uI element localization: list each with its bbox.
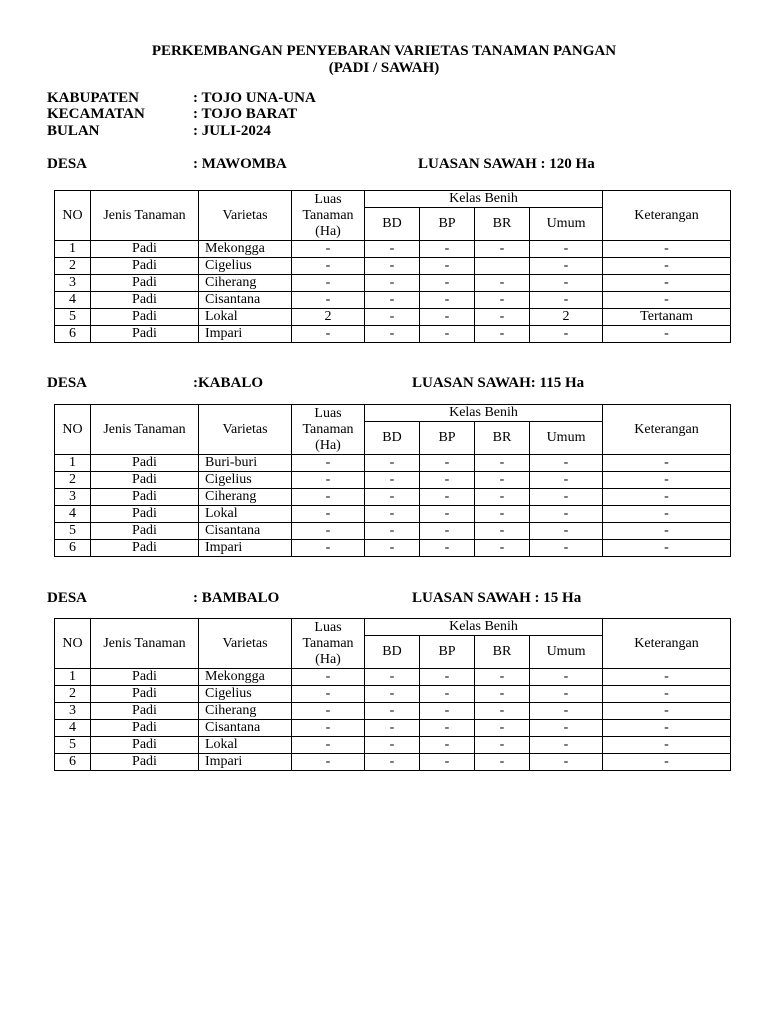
cell-umum: -: [530, 455, 603, 472]
cell-br: -: [475, 737, 530, 754]
cell-bd: -: [365, 309, 420, 326]
cell-no: 3: [55, 703, 91, 720]
cell-varietas: Impari: [199, 754, 292, 771]
cell-jenis: Padi: [91, 523, 199, 540]
cell-ket: -: [603, 241, 731, 258]
cell-luas: -: [292, 540, 365, 557]
cell-ket: -: [603, 258, 731, 275]
cell-bd: -: [365, 720, 420, 737]
cell-luas: -: [292, 686, 365, 703]
col-header-no: NO: [55, 191, 91, 241]
col-header-luas-line: (Ha): [315, 223, 341, 239]
luasan-sawah: LUASAN SAWAH : 15 Ha: [412, 590, 582, 606]
cell-no: 4: [55, 292, 91, 309]
table-row: [55, 523, 731, 540]
cell-bd: -: [365, 540, 420, 557]
luasan-sawah: LUASAN SAWAH: 115 Ha: [412, 375, 585, 391]
cell-bp: -: [420, 489, 475, 506]
kecamatan-label: KECAMATAN: [47, 106, 145, 122]
table-row: [55, 258, 731, 275]
cell-bp: -: [420, 540, 475, 557]
cell-no: 3: [55, 275, 91, 292]
cell-ket: -: [603, 292, 731, 309]
col-header-varietas: Varietas: [199, 619, 292, 669]
cell-varietas: Ciherang: [199, 703, 292, 720]
cell-jenis: Padi: [91, 686, 199, 703]
cell-no: 5: [55, 523, 91, 540]
col-header-keterangan: Keterangan: [603, 191, 731, 241]
cell-ket: -: [603, 669, 731, 686]
cell-umum: -: [530, 326, 603, 343]
cell-no: 1: [55, 669, 91, 686]
col-header-luas: [292, 191, 365, 241]
cell-luas: -: [292, 455, 365, 472]
cell-bd: -: [365, 241, 420, 258]
cell-bp: -: [420, 669, 475, 686]
cell-br: -: [475, 754, 530, 771]
col-header-br: BR: [475, 422, 530, 455]
cell-varietas: Cisantana: [199, 720, 292, 737]
col-header-no: NO: [55, 619, 91, 669]
col-header-jenis: Jenis Tanaman: [91, 191, 199, 241]
cell-bp: -: [420, 309, 475, 326]
cell-varietas: Mekongga: [199, 241, 292, 258]
col-header-no: NO: [55, 405, 91, 455]
cell-luas: -: [292, 506, 365, 523]
cell-ket: Tertanam: [603, 309, 731, 326]
cell-ket: -: [603, 540, 731, 557]
cell-br: -: [475, 455, 530, 472]
cell-ket: -: [603, 703, 731, 720]
cell-ket: -: [603, 455, 731, 472]
cell-bp: -: [420, 686, 475, 703]
table-row: [55, 540, 731, 557]
cell-varietas: Cigelius: [199, 686, 292, 703]
cell-varietas: Impari: [199, 326, 292, 343]
table-row: [55, 455, 731, 472]
cell-br: -: [475, 309, 530, 326]
cell-br: -: [475, 720, 530, 737]
bulan-label: BULAN: [47, 123, 100, 139]
cell-umum: -: [530, 703, 603, 720]
table-row: [55, 292, 731, 309]
cell-jenis: Padi: [91, 258, 199, 275]
col-header-umum: Umum: [530, 636, 603, 669]
col-header-luas: [292, 619, 365, 669]
cell-bp: -: [420, 506, 475, 523]
cell-umum: -: [530, 292, 603, 309]
table-row: [55, 489, 731, 506]
cell-jenis: Padi: [91, 540, 199, 557]
varietas-table: [54, 190, 731, 343]
cell-bd: -: [365, 754, 420, 771]
col-header-luas-line: (Ha): [315, 437, 341, 453]
table-row: [55, 275, 731, 292]
cell-jenis: Padi: [91, 455, 199, 472]
col-header-br: BR: [475, 208, 530, 241]
cell-bd: -: [365, 455, 420, 472]
cell-ket: -: [603, 720, 731, 737]
cell-varietas: Lokal: [199, 737, 292, 754]
col-header-luas: [292, 405, 365, 455]
cell-bd: -: [365, 326, 420, 343]
col-header-br: BR: [475, 636, 530, 669]
cell-bp: -: [420, 720, 475, 737]
cell-umum: -: [530, 540, 603, 557]
cell-bd: -: [365, 489, 420, 506]
cell-jenis: Padi: [91, 703, 199, 720]
cell-bp: -: [420, 275, 475, 292]
cell-no: 4: [55, 506, 91, 523]
cell-jenis: Padi: [91, 309, 199, 326]
cell-bd: -: [365, 523, 420, 540]
cell-br: -: [475, 275, 530, 292]
cell-bd: -: [365, 292, 420, 309]
desa-name: :KABALO: [193, 375, 264, 391]
cell-jenis: Padi: [91, 720, 199, 737]
cell-bd: -: [365, 472, 420, 489]
cell-no: 1: [55, 455, 91, 472]
cell-varietas: Cisantana: [199, 523, 292, 540]
col-header-luas-line: Luas: [314, 191, 342, 207]
desa-label: DESA: [47, 156, 88, 172]
document-subtitle: (PADI / SAWAH): [328, 60, 440, 76]
cell-umum: -: [530, 258, 603, 275]
cell-umum: -: [530, 754, 603, 771]
cell-luas: -: [292, 523, 365, 540]
cell-jenis: Padi: [91, 241, 199, 258]
table-row: [55, 669, 731, 686]
table-row: [55, 686, 731, 703]
col-header-bd: BD: [365, 208, 420, 241]
cell-umum: -: [530, 241, 603, 258]
cell-umum: -: [530, 720, 603, 737]
cell-luas: -: [292, 275, 365, 292]
table-row: [55, 326, 731, 343]
col-header-umum: Umum: [530, 208, 603, 241]
cell-ket: -: [603, 754, 731, 771]
cell-varietas: Lokal: [199, 506, 292, 523]
table-row: [55, 754, 731, 771]
cell-luas: -: [292, 737, 365, 754]
table-row: [55, 472, 731, 489]
cell-varietas: Mekongga: [199, 669, 292, 686]
col-header-bp: BP: [420, 208, 475, 241]
cell-no: 1: [55, 241, 91, 258]
col-header-varietas: Varietas: [199, 405, 292, 455]
cell-jenis: Padi: [91, 489, 199, 506]
col-header-luas-line: Tanaman: [302, 635, 354, 651]
cell-ket: -: [603, 686, 731, 703]
cell-umum: -: [530, 686, 603, 703]
cell-umum: -: [530, 669, 603, 686]
cell-bd: -: [365, 506, 420, 523]
cell-br: -: [475, 669, 530, 686]
kecamatan-value: : TOJO BARAT: [193, 106, 298, 122]
cell-luas: -: [292, 292, 365, 309]
cell-bp: -: [420, 455, 475, 472]
cell-luas: -: [292, 241, 365, 258]
cell-bp: -: [420, 472, 475, 489]
col-header-umum: Umum: [530, 422, 603, 455]
cell-jenis: Padi: [91, 472, 199, 489]
col-header-kelas-benih: Kelas Benih: [365, 191, 603, 208]
cell-jenis: Padi: [91, 737, 199, 754]
cell-umum: -: [530, 737, 603, 754]
cell-no: 2: [55, 472, 91, 489]
col-header-kelas-benih: Kelas Benih: [365, 619, 603, 636]
table-row: [55, 720, 731, 737]
desa-name: : MAWOMBA: [193, 156, 287, 172]
table-row: [55, 703, 731, 720]
cell-bd: -: [365, 275, 420, 292]
cell-luas: -: [292, 669, 365, 686]
cell-bp: -: [420, 292, 475, 309]
table-row: [55, 241, 731, 258]
cell-no: 6: [55, 326, 91, 343]
cell-jenis: Padi: [91, 275, 199, 292]
col-header-bd: BD: [365, 636, 420, 669]
cell-br: -: [475, 506, 530, 523]
luasan-sawah: LUASAN SAWAH : 120 Ha: [418, 156, 595, 172]
col-header-bd: BD: [365, 422, 420, 455]
desa-label: DESA: [47, 375, 88, 391]
cell-br: -: [475, 292, 530, 309]
col-header-jenis: Jenis Tanaman: [91, 619, 199, 669]
cell-umum: -: [530, 275, 603, 292]
cell-varietas: Cigelius: [199, 472, 292, 489]
cell-br: -: [475, 540, 530, 557]
cell-bp: -: [420, 754, 475, 771]
cell-umum: 2: [530, 309, 603, 326]
col-header-keterangan: Keterangan: [603, 619, 731, 669]
col-header-keterangan: Keterangan: [603, 405, 731, 455]
col-header-luas-line: Luas: [314, 619, 342, 635]
cell-varietas: Ciherang: [199, 489, 292, 506]
cell-luas: -: [292, 258, 365, 275]
cell-bd: -: [365, 686, 420, 703]
cell-no: 6: [55, 754, 91, 771]
cell-bd: -: [365, 669, 420, 686]
cell-bd: -: [365, 258, 420, 275]
cell-jenis: Padi: [91, 506, 199, 523]
cell-br: -: [475, 686, 530, 703]
cell-bp: -: [420, 241, 475, 258]
cell-bp: -: [420, 326, 475, 343]
cell-ket: -: [603, 737, 731, 754]
cell-no: 5: [55, 737, 91, 754]
cell-luas: -: [292, 754, 365, 771]
varietas-table: [54, 618, 731, 771]
cell-ket: -: [603, 472, 731, 489]
cell-ket: -: [603, 275, 731, 292]
col-header-luas-line: (Ha): [315, 651, 341, 667]
cell-umum: -: [530, 506, 603, 523]
cell-luas: -: [292, 703, 365, 720]
cell-no: 3: [55, 489, 91, 506]
kabupaten-value: : TOJO UNA-UNA: [193, 90, 316, 106]
cell-varietas: Lokal: [199, 309, 292, 326]
col-header-kelas-benih: Kelas Benih: [365, 405, 603, 422]
cell-bp: -: [420, 737, 475, 754]
cell-no: 4: [55, 720, 91, 737]
cell-varietas: Impari: [199, 540, 292, 557]
cell-bp: -: [420, 703, 475, 720]
kabupaten-label: KABUPATEN: [47, 90, 139, 106]
col-header-varietas: Varietas: [199, 191, 292, 241]
cell-no: 6: [55, 540, 91, 557]
col-header-luas-line: Luas: [314, 405, 342, 421]
col-header-jenis: Jenis Tanaman: [91, 405, 199, 455]
cell-luas: -: [292, 326, 365, 343]
col-header-luas-line: Tanaman: [302, 421, 354, 437]
col-header-luas-line: Tanaman: [302, 207, 354, 223]
cell-bp: -: [420, 523, 475, 540]
col-header-bp: BP: [420, 422, 475, 455]
bulan-value: : JULI-2024: [193, 123, 271, 139]
cell-umum: -: [530, 472, 603, 489]
table-row: [55, 737, 731, 754]
cell-umum: -: [530, 523, 603, 540]
cell-varietas: Buri-buri: [199, 455, 292, 472]
cell-no: 2: [55, 686, 91, 703]
desa-name: : BAMBALO: [193, 590, 280, 606]
cell-bd: -: [365, 703, 420, 720]
cell-br: -: [475, 703, 530, 720]
cell-br: [475, 258, 530, 275]
cell-jenis: Padi: [91, 326, 199, 343]
cell-luas: 2: [292, 309, 365, 326]
cell-varietas: Cigelius: [199, 258, 292, 275]
cell-luas: -: [292, 472, 365, 489]
cell-luas: -: [292, 720, 365, 737]
cell-br: -: [475, 523, 530, 540]
table-row: [55, 309, 731, 326]
cell-ket: -: [603, 506, 731, 523]
cell-jenis: Padi: [91, 292, 199, 309]
cell-ket: -: [603, 326, 731, 343]
cell-no: 5: [55, 309, 91, 326]
cell-jenis: Padi: [91, 754, 199, 771]
cell-varietas: Ciherang: [199, 275, 292, 292]
cell-ket: -: [603, 489, 731, 506]
desa-label: DESA: [47, 590, 88, 606]
cell-br: -: [475, 326, 530, 343]
cell-varietas: Cisantana: [199, 292, 292, 309]
cell-bp: -: [420, 258, 475, 275]
cell-br: -: [475, 241, 530, 258]
document-title: PERKEMBANGAN PENYEBARAN VARIETAS TANAMAN PANGAN: [151, 43, 617, 59]
cell-ket: -: [603, 523, 731, 540]
table-row: [55, 506, 731, 523]
cell-no: 2: [55, 258, 91, 275]
col-header-bp: BP: [420, 636, 475, 669]
cell-br: -: [475, 472, 530, 489]
varietas-table: [54, 404, 731, 557]
cell-luas: -: [292, 489, 365, 506]
cell-umum: -: [530, 489, 603, 506]
cell-jenis: Padi: [91, 669, 199, 686]
cell-br: -: [475, 489, 530, 506]
cell-bd: -: [365, 737, 420, 754]
